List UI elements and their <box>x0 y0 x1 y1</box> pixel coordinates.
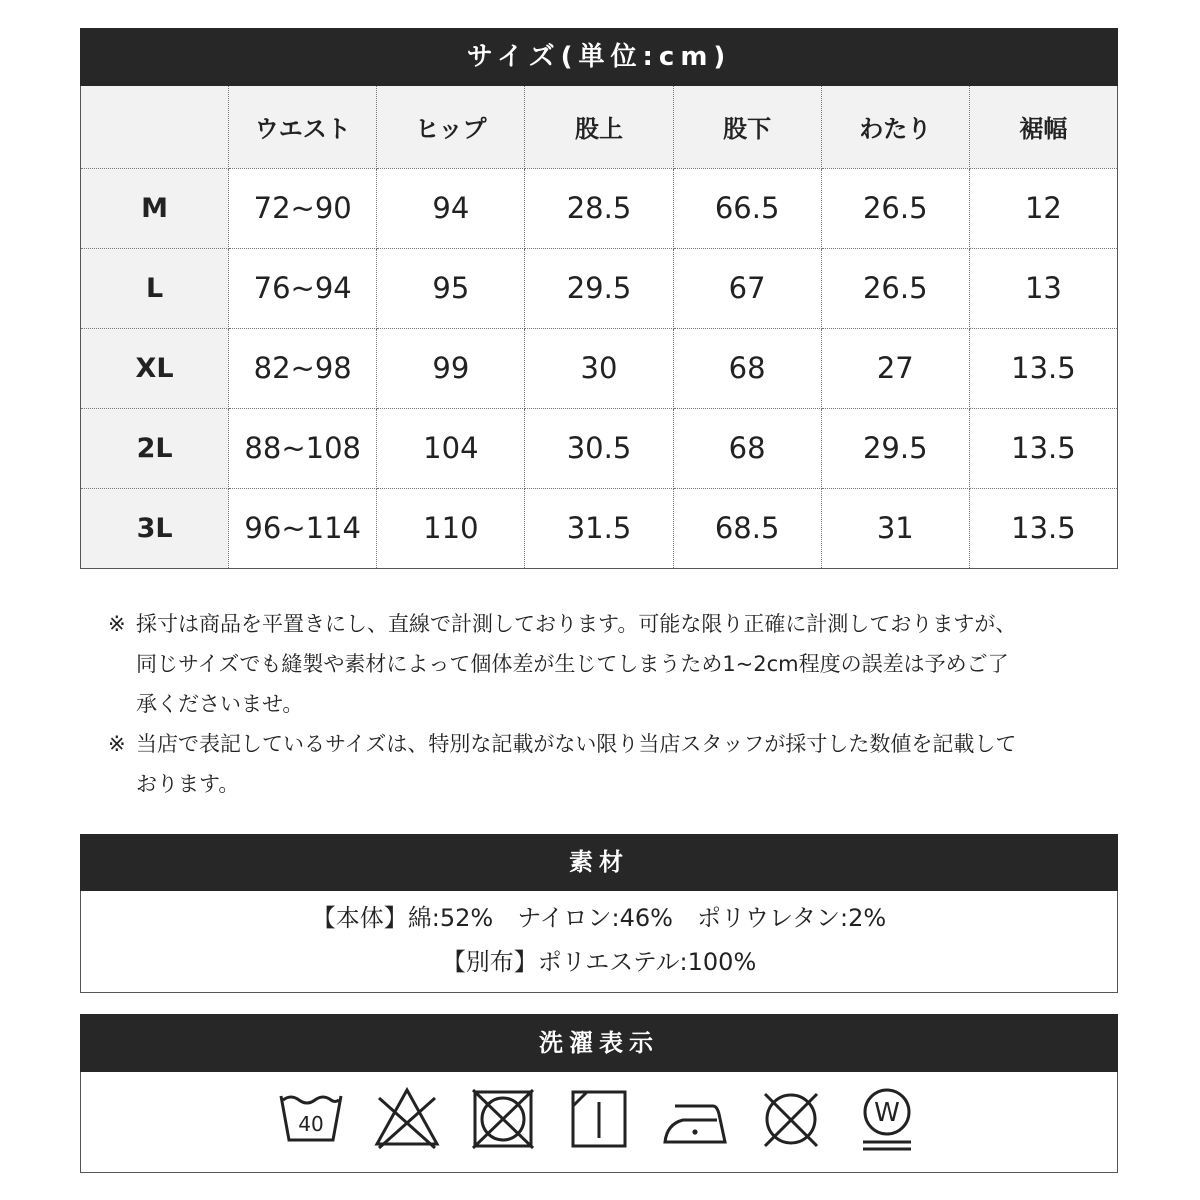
washing-box <box>80 1072 1118 1173</box>
wet-clean-label: W <box>874 1098 900 1128</box>
cell-hem-width: 12 <box>969 168 1117 248</box>
material-section-title: 素材 <box>80 834 1118 891</box>
cell-inseam: 67 <box>673 248 821 328</box>
size-table <box>80 86 1118 569</box>
note-item <box>108 604 1028 724</box>
cell-rise: 30.5 <box>525 408 673 488</box>
cell-rise: 28.5 <box>525 168 673 248</box>
column-header-hem-width: 裾幅 <box>969 86 1117 168</box>
table-row <box>81 488 1118 568</box>
washing-section-title: 洗濯表示 <box>80 1014 1118 1072</box>
note-text: 当店で表記しているサイズは、特別な記載がない限り当店スタッフが採寸した数値を記載しております。 <box>136 732 1017 796</box>
cell-inseam: 68.5 <box>673 488 821 568</box>
note-mark: ※ <box>108 612 126 636</box>
measurement-notes <box>108 604 1028 804</box>
note-text: 採寸は商品を平置きにし、直線で計測しております。可能な限り正確に計測しておりますが、同じサイズでも縫製や素材によって個体差が生じてしまうため1~2cm程度の誤差は予めご了承くださいませ。 <box>136 612 1017 716</box>
row-label-size: L <box>81 248 229 328</box>
column-header-inseam: 股下 <box>673 86 821 168</box>
no-bleach-icon <box>373 1084 441 1154</box>
table-row <box>81 168 1118 248</box>
cell-inseam: 66.5 <box>673 168 821 248</box>
no-tumble-dry-icon <box>469 1084 537 1154</box>
note-item <box>108 724 1028 804</box>
cell-inseam: 68 <box>673 328 821 408</box>
row-label-size: XL <box>81 328 229 408</box>
cell-hip: 99 <box>377 328 525 408</box>
wash-tub-40-icon <box>277 1084 345 1154</box>
cell-hip: 94 <box>377 168 525 248</box>
iron-low-icon <box>661 1084 729 1154</box>
cell-thigh: 31 <box>821 488 969 568</box>
cell-waist: 72~90 <box>229 168 377 248</box>
material-line-accent: 【別布】ポリエステル:100% <box>441 948 757 976</box>
wash-temp-label: 40 <box>298 1112 324 1136</box>
cell-thigh: 29.5 <box>821 408 969 488</box>
cell-waist: 96~114 <box>229 488 377 568</box>
row-label-size: 2L <box>81 408 229 488</box>
cell-rise: 30 <box>525 328 673 408</box>
table-row <box>81 248 1118 328</box>
cell-waist: 76~94 <box>229 248 377 328</box>
table-row <box>81 408 1118 488</box>
care-icons <box>81 1084 1117 1154</box>
cell-hem-width: 13.5 <box>969 408 1117 488</box>
table-row <box>81 328 1118 408</box>
column-header-rise: 股上 <box>525 86 673 168</box>
cell-rise: 31.5 <box>525 488 673 568</box>
cell-hip: 104 <box>377 408 525 488</box>
size-table-header-row <box>81 86 1118 168</box>
cell-thigh: 26.5 <box>821 248 969 328</box>
cell-thigh: 27 <box>821 328 969 408</box>
cell-rise: 29.5 <box>525 248 673 328</box>
cell-hip: 110 <box>377 488 525 568</box>
cell-hem-width: 13.5 <box>969 328 1117 408</box>
row-label-size: M <box>81 168 229 248</box>
size-table-corner <box>81 86 229 168</box>
cell-inseam: 68 <box>673 408 821 488</box>
cell-waist: 88~108 <box>229 408 377 488</box>
wet-clean-icon <box>853 1084 921 1154</box>
column-header-hip: ヒップ <box>377 86 525 168</box>
size-section-title: サイズ(単位:cm) <box>80 28 1118 86</box>
cell-hem-width: 13 <box>969 248 1117 328</box>
row-label-size: 3L <box>81 488 229 568</box>
column-header-thigh: わたり <box>821 86 969 168</box>
column-header-waist: ウエスト <box>229 86 377 168</box>
cell-waist: 82~98 <box>229 328 377 408</box>
material-box <box>80 891 1118 993</box>
cell-hip: 95 <box>377 248 525 328</box>
cell-hem-width: 13.5 <box>969 488 1117 568</box>
note-mark: ※ <box>108 732 126 756</box>
cell-thigh: 26.5 <box>821 168 969 248</box>
line-dry-shade-icon <box>565 1084 633 1154</box>
no-dry-clean-icon <box>757 1084 825 1154</box>
material-line-body: 【本体】綿:52% ナイロン:46% ポリウレタン:2% <box>311 904 887 932</box>
